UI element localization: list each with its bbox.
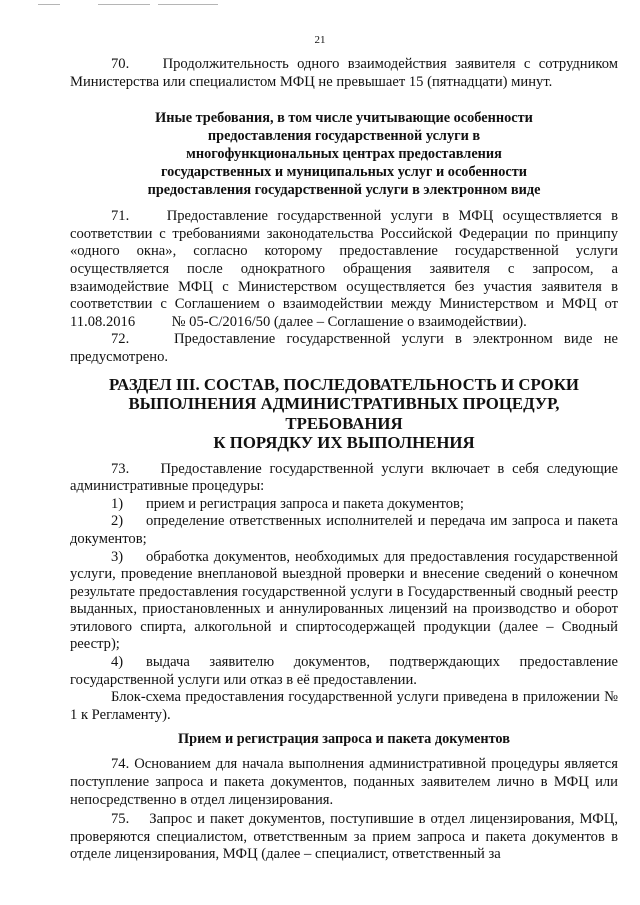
paragraph-text: Продолжительность одного взаимодействия заявителя с сотрудником Министерства или специалистом МФЦ не превышает 15 (пятнадцати) минут. <box>70 56 619 90</box>
section-title-line: РАЗДЕЛ III. СОСТАВ, ПОСЛЕДОВАТЕЛЬНОСТЬ И СРОКИ <box>109 374 579 394</box>
list-item-number: 3) <box>111 548 124 565</box>
heading-line: предоставления государственной услуги в электронном виде <box>147 182 541 199</box>
paragraph-number: 70. <box>111 56 130 72</box>
subsection-title: Прием и регистрация запроса и пакета документов <box>178 731 510 748</box>
paragraph-number: 75. <box>111 811 130 828</box>
paragraph-text: Основанием для начала выполнения административной процедуры является поступление запроса и пакета документов, поданных заявителем лично в МФЦ или непосредственно в отдел лицензирования. <box>70 756 618 808</box>
paragraph-71 <box>70 208 622 331</box>
paragraph-74 <box>70 756 618 809</box>
document-body <box>70 56 622 864</box>
heading-line: государственных и муниципальных услуг и особенности <box>161 164 527 181</box>
paragraph-number: 72. <box>111 331 130 348</box>
paragraph-text: Предоставление государственной услуги в электронном виде не предусмотрено. <box>70 331 618 365</box>
heading-other-requirements <box>70 109 618 199</box>
list-item-number: 4) <box>111 654 124 671</box>
paragraph-number: 71. <box>111 208 130 225</box>
paragraph-text: Предоставление государственной услуги в МФЦ осуществляется в соответствии с требованиями законодательства Российской Федерации по принципу «одного окна», согласно которому предоставление государственной услуги осуществляется после однократного обращения заявителя с запросом, а взаимодействие МФЦ с Министерством осуществляется без участия заявителя в соответствии с Соглашением о взаимодействии между Министерством и МФЦ от 11.08.2016 № 05-С/2016/50 (далее – Соглашение о взаимодействии). <box>70 208 622 330</box>
list-item <box>70 513 618 548</box>
list-item-text: определение ответственных исполнителей и передача им запроса и пакета документов; <box>70 513 618 547</box>
page-number: 21 <box>314 34 326 46</box>
section-title-line: ВЫПОЛНЕНИЯ АДМИНИСТРАТИВНЫХ ПРОЦЕДУР, ТРЕБОВАНИЯ <box>128 394 560 433</box>
list-item-number: 2) <box>111 513 124 530</box>
heading-line: предоставления государственной услуги в <box>207 128 481 145</box>
paragraph-text: Предоставление государственной услуги включает в себя следующие административные процедуры: <box>70 460 618 495</box>
list-item-text: прием и регистрация запроса и пакета документов; <box>146 495 464 512</box>
heading-line: многофункциональных центрах предоставления <box>186 146 502 163</box>
paragraph-75 <box>70 811 618 864</box>
paragraph-number: 74. <box>111 756 130 773</box>
list-item-text: выдача заявителю документов, подтверждающих предоставление государственной услуги или отказ в её предоставлении. <box>70 654 618 688</box>
paragraph-text: Запрос и пакет документов, поступившие в отдел лицензирования, МФЦ, проверяются специалистом, ответственным за прием запроса и пакета документов в отделе лицензирования, МФЦ (далее – специалист, ответственный за <box>70 811 618 863</box>
paragraph-70 <box>70 56 618 91</box>
heading-line: Иные требования, в том числе учитывающие особенности <box>155 110 533 127</box>
list-item <box>70 549 618 655</box>
scan-artifact-marks <box>38 4 218 7</box>
paragraph-73-note: Блок-схема предоставления государственной услуги приведена в приложении № 1 к Регламенту). <box>70 689 618 723</box>
section-3-title <box>70 375 618 453</box>
list-item <box>70 496 618 514</box>
list-item <box>70 654 618 689</box>
paragraph-number: 73. <box>111 460 130 477</box>
list-item-number: 1) <box>111 495 124 512</box>
paragraph-73 <box>70 461 618 496</box>
list-item-text: обработка документов, необходимых для предоставления государственной услуги, проведение внеплановой выездной проверки и внесение сведений о конечном результате предоставления государственной услуги в Государственный сводный реестр выданных, приостановленных и аннулированных лицензий на производство и оборот этилового спирта, алкогольной и спиртосодержащей продукции (далее – Сводный реестр); <box>70 548 618 653</box>
section-title-line: К ПОРЯДКУ ИХ ВЫПОЛНЕНИЯ <box>213 433 475 453</box>
paragraph-72 <box>70 331 618 366</box>
